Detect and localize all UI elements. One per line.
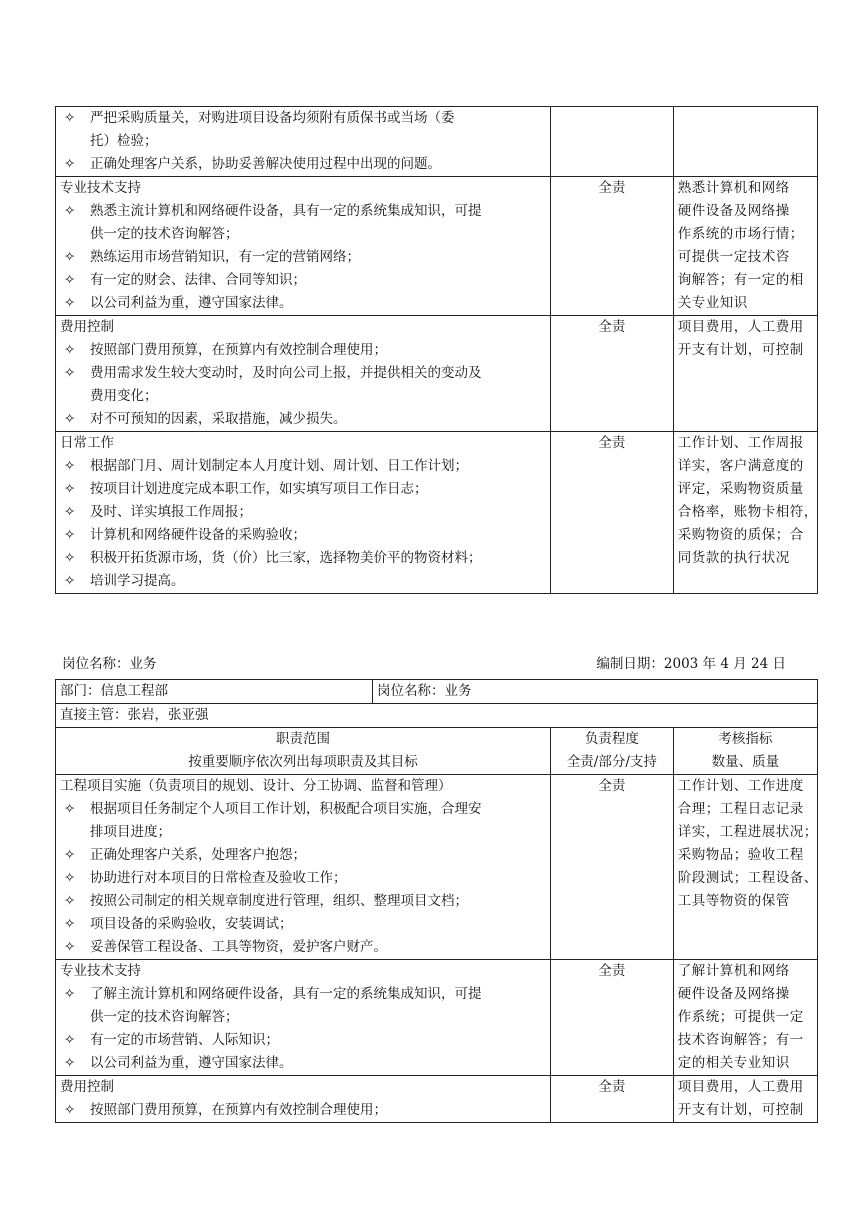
bullet-text: 有一定的市场营销、人际知识； (90, 1032, 279, 1048)
bullet-item (60, 501, 546, 524)
bullet-text-continued: 供一定的技术咨询解答； (90, 226, 239, 242)
bullet-text: 按照部门费用预算，在预算内有效控制合理使用； (90, 342, 387, 358)
bullet-item (60, 936, 546, 959)
metric-line: 开支有计划，可控制 (677, 342, 804, 358)
bullet-item (60, 547, 546, 570)
metric-line: 开支有计划，可控制 (677, 1102, 804, 1118)
bullet-text: 培训学习提高。 (90, 573, 185, 589)
bullet-text: 费用需求发生较大变动时，及时向公司上报，并提供相关的变动及 (90, 365, 482, 381)
duty-scope-cell (56, 177, 551, 316)
diamond-bullet-icon: ✧ (64, 458, 76, 474)
metric-line: 项目费用，人工费用 (677, 319, 804, 335)
metric-header-subtitle: 数量、质量 (711, 754, 780, 770)
bullet-text-continued: 费用变化； (90, 388, 158, 404)
metric-line: 技术咨询解答；有一 (677, 1032, 804, 1048)
bullet-text: 严把采购质量关，对购进项目设备均须附有质保书或当场（委 (90, 110, 455, 126)
position-name: 岗位名称：业务 (62, 656, 157, 672)
diamond-bullet-icon: ✧ (64, 365, 76, 381)
responsibility-level: 全责 (598, 778, 626, 794)
level-header (551, 728, 674, 775)
assessment-metric-cell (673, 1076, 817, 1123)
bullet-item (60, 913, 546, 936)
assessment-metric-cell (673, 775, 817, 960)
duty-title: 费用控制 (60, 319, 114, 335)
bullet-item (60, 570, 546, 593)
bullet-text: 正确处理客户关系，处理客户抱怨； (90, 847, 306, 863)
metric-line: 硬件设备及网络操 (677, 203, 790, 219)
diamond-bullet-icon: ✧ (64, 110, 76, 126)
metric-header-title: 考核指标 (718, 731, 773, 747)
duty-row (56, 1076, 818, 1123)
scope-header (56, 728, 551, 775)
metric-line: 项目费用，人工费用 (677, 1079, 804, 1095)
duty-scope-cell (56, 775, 551, 960)
diamond-bullet-icon: ✧ (64, 411, 76, 427)
duty-row (56, 177, 818, 316)
bullet-item (60, 890, 546, 913)
responsibility-level-cell (551, 432, 674, 594)
diamond-bullet-icon: ✧ (64, 801, 76, 817)
duty-row (56, 960, 818, 1076)
responsibility-level-cell (551, 316, 674, 432)
metric-line: 合理；工程日志记录 (677, 801, 804, 817)
responsibility-level-cell (551, 177, 674, 316)
column-header-row (56, 728, 818, 775)
bullet-text: 计算机和网络硬件设备的采购验收； (90, 527, 306, 543)
diamond-bullet-icon: ✧ (64, 1102, 76, 1118)
duty-title: 日常工作 (60, 435, 114, 451)
supervisor-row (56, 704, 818, 728)
assessment-metric-cell (673, 960, 817, 1076)
bullet-item (60, 455, 546, 478)
bullet-text: 协助进行对本项目的日常检查及验收工作； (90, 870, 347, 886)
responsibility-level: 全责 (598, 1079, 626, 1095)
duty-table-continued (55, 106, 818, 594)
metric-line: 详实，客户满意度的 (677, 458, 804, 474)
metric-line: 可提供一定技术咨 (677, 249, 790, 265)
duty-row (56, 107, 818, 177)
bullet-item (60, 269, 546, 292)
diamond-bullet-icon: ✧ (64, 550, 76, 566)
bullet-item (60, 524, 546, 547)
assessment-metric-cell (673, 316, 817, 432)
bullet-item (60, 153, 546, 176)
compile-date: 编制日期：2003 年 4 月 24 日 (596, 656, 786, 672)
bullet-item (60, 408, 546, 431)
diamond-bullet-icon: ✧ (64, 939, 76, 955)
duty-scope-cell (56, 960, 551, 1076)
bullet-item (60, 1099, 546, 1122)
bullet-item (60, 867, 546, 890)
metric-line: 作系统的市场行情； (677, 226, 804, 242)
metric-line: 了解计算机和网络 (677, 963, 790, 979)
bullet-text: 及时、详实填报工作周报； (90, 504, 252, 520)
bullet-text-continued: 供一定的技术咨询解答； (90, 1009, 239, 1025)
metric-line: 采购物资的质保；合 (677, 527, 804, 543)
duty-row (56, 775, 818, 960)
diamond-bullet-icon: ✧ (64, 527, 76, 543)
diamond-bullet-icon: ✧ (64, 295, 76, 311)
duty-scope-cell (56, 1076, 551, 1123)
bullet-item (60, 478, 546, 501)
metric-line: 阶段测试；工程设备、 (677, 870, 818, 886)
department-cell: 部门：信息工程部 (56, 680, 373, 703)
bullet-item (60, 362, 546, 385)
diamond-bullet-icon: ✧ (64, 203, 76, 219)
metric-line: 关专业知识 (677, 295, 748, 311)
responsibility-level-cell (551, 775, 674, 960)
scope-header-title: 职责范围 (276, 731, 330, 747)
diamond-bullet-icon: ✧ (64, 1032, 76, 1048)
bullet-text: 妥善保管工程设备、工具等物资，爱护客户财产。 (90, 939, 387, 955)
job-duty-body (56, 775, 818, 1123)
bullet-item (60, 798, 546, 821)
duty-title: 专业技术支持 (60, 180, 141, 196)
diamond-bullet-icon: ✧ (64, 573, 76, 589)
diamond-bullet-icon: ✧ (64, 342, 76, 358)
level-header-title: 负责程度 (584, 731, 639, 747)
supervisor-cell: 直接主管：张岩，张亚强 (56, 704, 818, 728)
responsibility-level-cell (551, 960, 674, 1076)
duty-row (56, 432, 818, 594)
duty-table-body (56, 107, 818, 594)
duty-row (56, 316, 818, 432)
metric-line: 详实，工程进展状况； (677, 824, 818, 840)
diamond-bullet-icon: ✧ (64, 249, 76, 265)
duty-scope-cell (56, 316, 551, 432)
level-header-subtitle: 全责/部分/支持 (566, 754, 657, 770)
bullet-text: 根据项目任务制定个人项目工作计划，积极配合项目实施，合理安 (90, 801, 482, 817)
bullet-text: 项目设备的采购验收，安装调试； (90, 916, 293, 932)
bullet-item (60, 339, 546, 362)
metric-line: 工作计划、工作周报 (677, 435, 804, 451)
metric-line: 工作计划、工作进度 (677, 778, 804, 794)
bullet-text-continued: 排项目进度； (90, 824, 171, 840)
assessment-metric-cell (673, 177, 817, 316)
bullet-text: 了解主流计算机和网络硬件设备，具有一定的系统集成知识，可提 (90, 986, 482, 1002)
metric-line: 合格率，账物卡相符， (677, 504, 818, 520)
bullet-text-continued: 托）检验； (90, 133, 158, 149)
responsibility-level: 全责 (598, 435, 626, 451)
metric-line: 询解答；有一定的相 (677, 272, 804, 288)
duty-title: 工程项目实施（负责项目的规划、设计、分工协调、监督和管理） (60, 778, 452, 794)
bullet-item (60, 200, 546, 223)
bullet-text: 根据部门月、周计划制定本人月度计划、周计划、日工作计划； (90, 458, 468, 474)
responsibility-level: 全责 (598, 180, 626, 196)
diamond-bullet-icon: ✧ (64, 893, 76, 909)
metric-line: 工具等物资的保管 (677, 893, 790, 909)
job-description-table (55, 679, 818, 1123)
bullet-text: 积极开拓货源市场，货（价）比三家，选择物美价平的物资材料； (90, 550, 482, 566)
responsibility-level-cell (551, 107, 674, 177)
responsibility-level: 全责 (598, 963, 626, 979)
duty-title: 专业技术支持 (60, 963, 141, 979)
metric-line: 熟悉计算机和网络 (677, 180, 790, 196)
metric-line: 评定，采购物资质量 (677, 481, 804, 497)
bullet-text: 对不可预知的因素，采取措施，减少损失。 (90, 411, 347, 427)
diamond-bullet-icon: ✧ (64, 504, 76, 520)
diamond-bullet-icon: ✧ (64, 272, 76, 288)
position-cell: 岗位名称：业务 (377, 683, 472, 699)
duty-title: 费用控制 (60, 1079, 114, 1095)
diamond-bullet-icon: ✧ (64, 156, 76, 172)
duty-scope-cell (56, 432, 551, 594)
scope-header-subtitle: 按重要顺序依次列出每项职责及其目标 (188, 754, 418, 770)
diamond-bullet-icon: ✧ (64, 481, 76, 497)
diamond-bullet-icon: ✧ (64, 916, 76, 932)
bullet-text: 熟练运用市场营销知识，有一定的营销网络； (90, 249, 360, 265)
metric-line: 同货款的执行状况 (677, 550, 790, 566)
bullet-text: 以公司利益为重，遵守国家法律。 (90, 295, 293, 311)
metric-header (673, 728, 817, 775)
bullet-item (60, 1052, 546, 1075)
duty-scope-cell (56, 107, 551, 177)
dept-row (56, 680, 818, 704)
bullet-item (60, 246, 546, 269)
bullet-item (60, 292, 546, 315)
bullet-item (60, 983, 546, 1006)
bullet-text: 有一定的财会、法律、合同等知识； (90, 272, 306, 288)
bullet-text: 按照公司制定的相关规章制度进行管理，组织、整理项目文档； (90, 893, 468, 909)
assessment-metric-cell (673, 432, 817, 594)
metric-line: 硬件设备及网络操 (677, 986, 790, 1002)
bullet-text: 熟悉主流计算机和网络硬件设备，具有一定的系统集成知识，可提 (90, 203, 482, 219)
diamond-bullet-icon: ✧ (64, 847, 76, 863)
responsibility-level: 全责 (598, 319, 626, 335)
assessment-metric-cell (673, 107, 817, 177)
metric-line: 作系统；可提供一定 (677, 1009, 804, 1025)
responsibility-level-cell (551, 1076, 674, 1123)
diamond-bullet-icon: ✧ (64, 870, 76, 886)
metric-line: 采购物品；验收工程 (677, 847, 804, 863)
diamond-bullet-icon: ✧ (64, 986, 76, 1002)
bullet-text: 按项目计划进度完成本职工作，如实填写项目工作日志； (90, 481, 428, 497)
bullet-item (60, 107, 546, 130)
diamond-bullet-icon: ✧ (64, 1055, 76, 1071)
bullet-text: 正确处理客户关系，协助妥善解决使用过程中出现的问题。 (90, 156, 441, 172)
metric-line: 定的相关专业知识 (677, 1055, 790, 1071)
bullet-text: 以公司利益为重，遵守国家法律。 (90, 1055, 293, 1071)
job-header-line (62, 653, 786, 675)
bullet-item (60, 844, 546, 867)
bullet-text: 按照部门费用预算，在预算内有效控制合理使用； (90, 1102, 387, 1118)
bullet-item (60, 1029, 546, 1052)
